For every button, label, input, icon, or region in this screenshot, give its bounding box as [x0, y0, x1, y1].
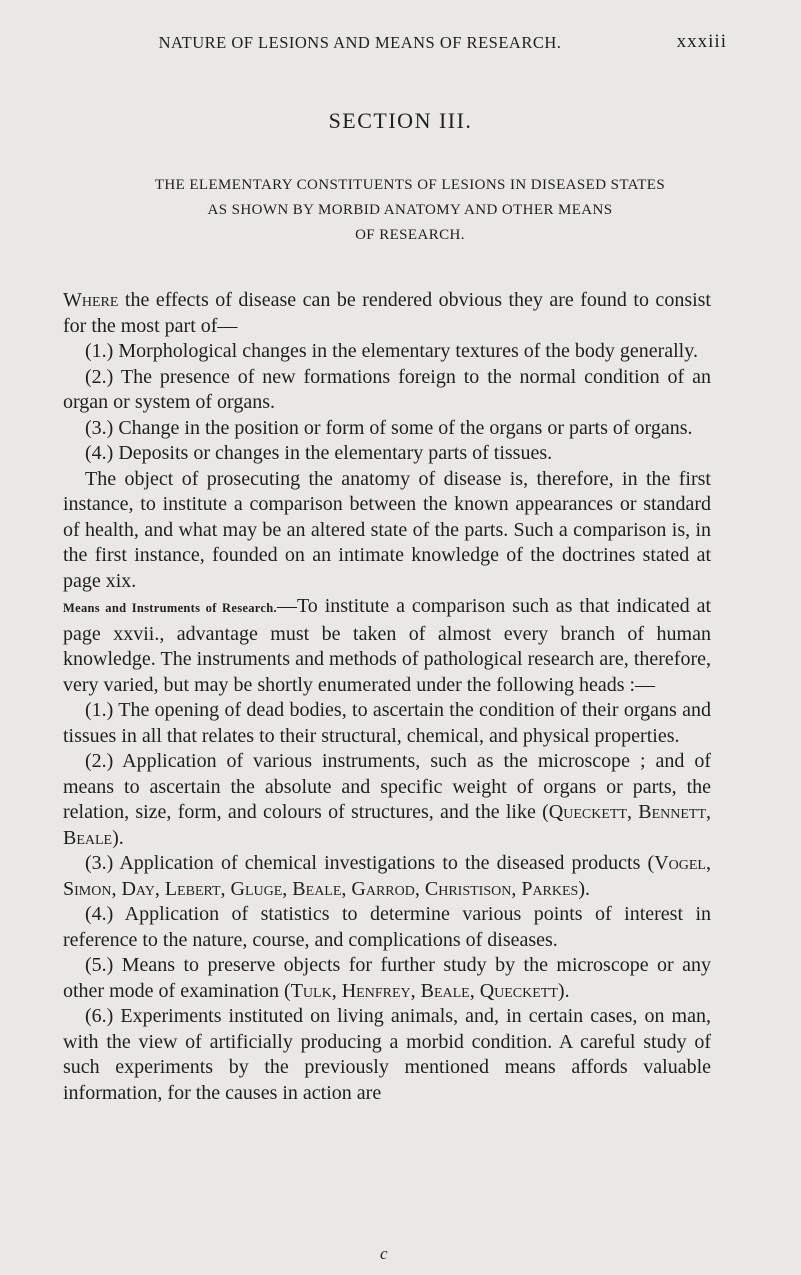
list-item: (2.) The presence of new formations foreign to the normal condition of an organ or system of organs.	[63, 365, 711, 413]
section-subtitle	[60, 173, 760, 248]
page-number: xxxiii	[676, 31, 727, 52]
subtitle-line: AS SHOWN BY MORBID ANATOMY AND OTHER MEANS	[207, 202, 613, 218]
intro-paragraph	[63, 288, 711, 339]
subtitle-line: OF RESEARCH.	[355, 227, 465, 243]
paragraph-object: The object of prosecuting the anatomy of disease is, therefore, in the first instance, to institute a comparison between the known appearances or standard of health, and what may be an altered state of the parts. Such a comparison is, in the first instance, founded on an intimate knowledge of the doctrines stated at page xix.	[63, 467, 711, 592]
means-text: —To institute a comparison such as that indicated at page xxvii., advantage must be taken of almost every branch of human knowledge. The instruments and methods of pathological research are, therefore, very varied, but may be shortly enumerated under the following heads :—	[63, 595, 711, 696]
list-item	[63, 953, 711, 1004]
item-end: ).	[557, 979, 570, 1002]
running-head: NATURE OF LESIONS AND MEANS OF RESEARCH.	[158, 33, 562, 52]
item-text: (2.) Application of various instruments, such as the microscope ; and of means to ascertain the absolute and specific weight of organs or parts, the relation, size, form, and colours of structures, and the like (	[63, 750, 711, 823]
body-text	[63, 288, 711, 1106]
drop-word: Where	[63, 289, 119, 311]
item-text: (5.) Means to preserve objects for further study by the microscope or any other mode of examination (	[63, 954, 711, 1002]
list-item: (1.) Morphological changes in the elementary textures of the body generally.	[85, 340, 698, 362]
signature-mark: c	[380, 1244, 388, 1263]
list-item: (4.) Deposits or changes in the elementary parts of tissues.	[85, 442, 553, 464]
section-title: SECTION III.	[328, 108, 473, 133]
author-names: Queckett, Bennett, Beale	[63, 801, 711, 849]
list-item: (6.) Experiments instituted on living animals, and, in certain cases, on man, with the view of artificially producing a morbid condition. A careful study of such experiments by the previously mentioned means affords valuable information, for the causes in action are	[63, 1005, 711, 1104]
author-names: Vogel, Simon, Day, Lebert, Gluge, Beale, Garrod, Christison, Parkes	[63, 852, 711, 900]
paragraph-means	[63, 594, 711, 698]
author-names: Tulk, Henfrey, Beale, Queckett	[290, 979, 558, 1002]
subtitle-line: THE ELEMENTARY CONSTITUENTS OF LESIONS IN DISEASED STATES	[154, 177, 666, 193]
item-end: ).	[112, 826, 124, 849]
list-item: (1.) The opening of dead bodies, to ascertain the condition of their organs and tissues in all that relates to their structural, chemical, and physical properties.	[63, 699, 711, 747]
list-item	[63, 851, 711, 902]
list-item	[63, 749, 711, 851]
run-in-heading: Means and Instruments of Research.	[63, 601, 277, 615]
list-item: (4.) Application of statistics to determine various points of interest in reference to the nature, course, and complications of diseases.	[63, 903, 711, 951]
intro-text: the effects of disease can be rendered obvious they are found to consist for the most part of—	[63, 289, 711, 337]
item-text: (3.) Application of chemical investigations to the diseased products (	[85, 852, 655, 874]
item-end: ).	[578, 877, 591, 900]
list-item: (3.) Change in the position or form of some of the organs or parts of organs.	[85, 416, 693, 439]
